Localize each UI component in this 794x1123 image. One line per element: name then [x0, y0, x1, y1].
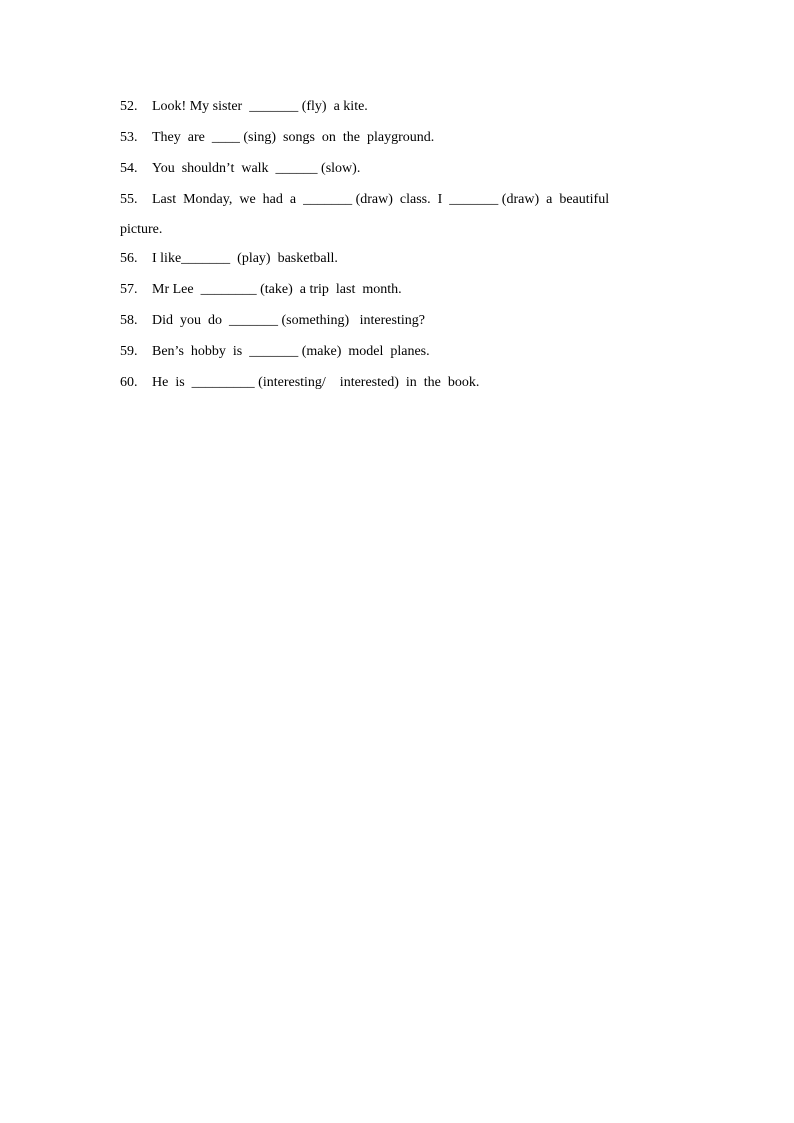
question-53 — [120, 127, 640, 158]
question-text: I like_______ (play) basketball. — [152, 251, 338, 266]
question-number: 52. — [120, 99, 138, 114]
question-55 — [120, 189, 640, 219]
question-text: Last Monday, we had a _______ (draw) class. I _______ (draw) a beautiful — [152, 192, 610, 207]
question-60 — [120, 372, 640, 403]
question-text: They are ____ (sing) songs on the playground. — [152, 130, 435, 145]
question-58 — [120, 310, 640, 341]
question-number: 57. — [120, 282, 138, 297]
question-text: Did you do _______ (something) interesting? — [152, 313, 425, 328]
exercise-list — [120, 96, 640, 403]
question-52 — [120, 96, 640, 127]
question-text: You shouldn’t walk ______ (slow). — [152, 161, 361, 176]
question-text: He is _________ (interesting/ interested) in the book. — [152, 375, 480, 390]
question-number: 54. — [120, 161, 138, 176]
question-text: picture. — [120, 222, 163, 237]
question-number: 56. — [120, 251, 138, 266]
question-54 — [120, 158, 640, 189]
question-number: 60. — [120, 375, 138, 390]
question-text: Mr Lee ________ (take) a trip last month. — [152, 282, 402, 297]
question-number: 53. — [120, 130, 138, 145]
question-57 — [120, 279, 640, 310]
question-55-continuation — [120, 219, 640, 248]
question-56 — [120, 248, 640, 279]
question-59 — [120, 341, 640, 372]
question-number: 58. — [120, 313, 138, 328]
question-number: 55. — [120, 192, 138, 207]
question-number: 59. — [120, 344, 138, 359]
question-text: Ben’s hobby is _______ (make) model planes. — [152, 344, 430, 359]
question-text: Look! My sister _______ (fly) a kite. — [152, 99, 368, 114]
